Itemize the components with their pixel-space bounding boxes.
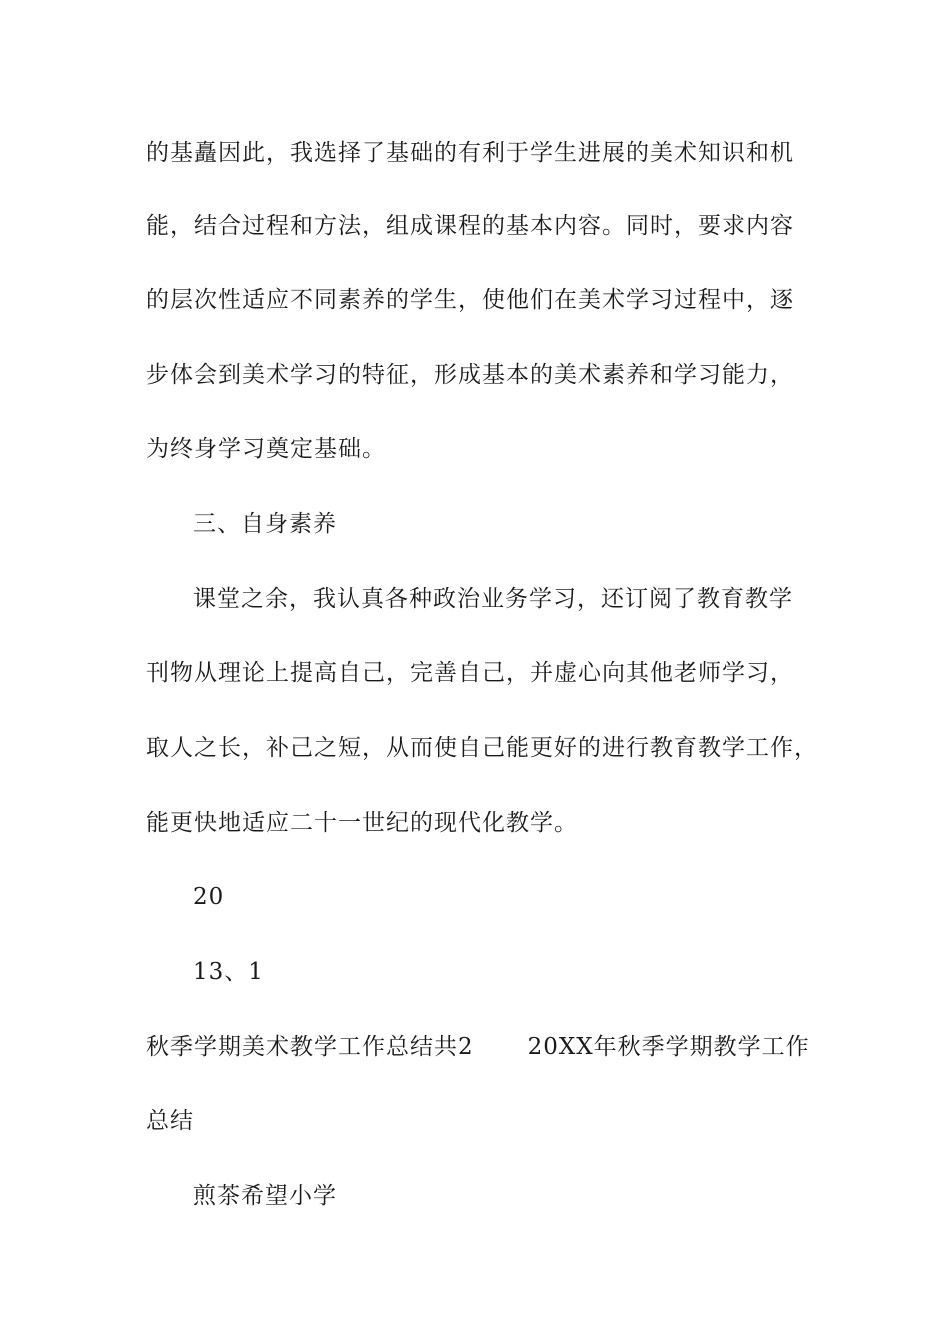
school-name: 煎茶希望小学 — [193, 1183, 337, 1209]
document-title-line — [146, 1032, 810, 1062]
document-title-line-2: 总结 — [146, 1108, 194, 1134]
paragraph-line: 课堂之余，我认真各种政治业务学习，还订阅了教育教学 — [193, 586, 793, 612]
paragraph-line: 刊物从理论上提高自己，完善自己，并虚心向其他老师学习， — [146, 660, 794, 686]
paragraph-line: 步体会到美术学习的特征，形成基本的美术素养和学习能力， — [146, 362, 794, 388]
paragraph-line: 的层次性适应不同素养的学生，使他们在美术学习过程中，逐 — [146, 287, 794, 313]
paragraph-line: 取人之长，补己之短，从而使自己能更好的进行教育教学工作， — [146, 735, 818, 761]
date-fragment: 20 — [193, 884, 225, 910]
paragraph-line: 为终身学习奠定基础。 — [146, 436, 386, 462]
date-fragment: 13、1 — [193, 959, 264, 985]
paragraph-line: 能，结合过程和方法，组成课程的基本内容。同时，要求内容 — [146, 213, 794, 239]
title-left: 秋季学期美术教学工作总结共2 — [146, 1034, 474, 1060]
paragraph-line: 能更快地适应二十一世纪的现代化教学。 — [146, 810, 578, 836]
section-heading: 三、自身素养 — [193, 511, 337, 537]
paragraph-line: 的基矗因此，我选择了基础的有利于学生进展的美术知识和机 — [146, 140, 794, 166]
title-right: 20XX年秋季学期教学工作 — [527, 1034, 810, 1060]
